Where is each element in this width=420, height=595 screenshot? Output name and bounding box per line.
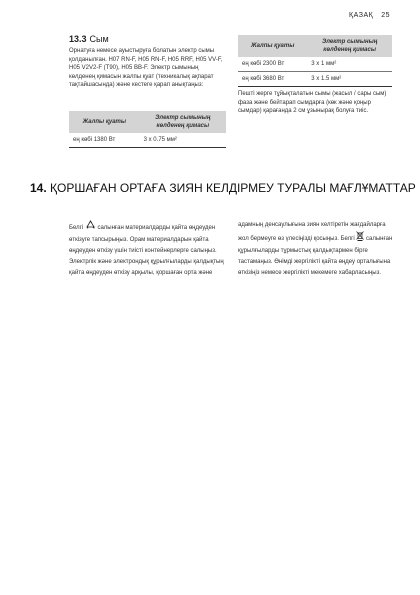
- table-header-power: Жалпы қуаты: [69, 111, 140, 133]
- table-cell: ең көбі 3680 Вт: [238, 72, 307, 87]
- section-paragraph: Орнатуға немесе ауыстыруға болатын электр сымы қолданылған. H07 RN-F, H05 RN-F, H05 RRF, H05 VV-F, H05 V2V2-F (T90), H05 BB-F. Электр сымының көлденең қимасын жалпы қуат (техникалық ақпарат тақтайшасында) және кестеге қарап анықтаңыз:: [69, 48, 223, 89]
- section-14-number: 14.: [30, 181, 47, 195]
- paragraph-text: салынған құрылғыларды тұрмыстық қалдықтармен бірге тастамаңыз. Өнімді жергілікті қайта өңдеу орталығына өткізіңіз немесе жергілікті мекемеге хабарласыңыз.: [238, 236, 393, 276]
- table-header-power: Жалпы қуаты: [238, 35, 307, 57]
- table-row: [69, 133, 226, 148]
- table-cell: 3 x 1.5 мм²: [307, 72, 392, 87]
- table-header-row: [238, 35, 392, 57]
- ground-wire-note: Пешті жерге тұйықталатын сымы (жасыл / сары сым) фаза және бейтарап сымдарға (көк және қоңыр сымдар) қарағанда 2 см ұзынырақ болуға тиіс.: [238, 91, 387, 115]
- table-header-section: Электр сымының көлденең қимасы: [307, 35, 392, 57]
- table-header-row: [69, 111, 226, 133]
- cable-table-left: [69, 111, 226, 148]
- environment-paragraph-right: [238, 220, 394, 279]
- recycle-icon: [85, 220, 96, 235]
- section-14-heading: [30, 181, 416, 195]
- table-cell: ең көбі 2300 Вт: [238, 57, 307, 72]
- section-number: 13.3: [69, 34, 87, 44]
- table-row: [238, 57, 392, 72]
- page-number: 25: [381, 12, 390, 19]
- table-cell: 3 x 0.75 мм²: [140, 133, 226, 148]
- paragraph-text: салынған материалдарды қайта өңдеуден өткізуге тапсырыңыз. Орам материалдарын қайта өңдеуден өткізу үшін тиісті контейнерлерге салыңыз. Электрлік және электрондық құрылғыларды қалдықтың қайта өңдеуден өткізу арқылы, қоршаған орта және: [69, 225, 224, 276]
- environment-paragraph-left: [69, 220, 226, 279]
- page-header: [349, 12, 390, 19]
- cable-table-right: [238, 35, 392, 87]
- header-language: ҚАЗАҚ: [349, 12, 374, 19]
- table-cell: 3 x 1 мм²: [307, 57, 392, 72]
- table-header-section: Электр сымының көлденең қимасы: [140, 111, 226, 133]
- paragraph-text: адамның денсаулығына зиян келтіретін жағдайларға жол бермеуге өз үлесіңізді қосыңыз. Белгі: [238, 222, 386, 243]
- section-14-title: ҚОРШАҒАН ОРТАҒА ЗИЯН КЕЛДІРМЕУ ТУРАЛЫ МАҒЛҰМАТТАР: [50, 181, 416, 195]
- table-cell: ең көбі 1380 Вт: [69, 133, 140, 148]
- crossed-bin-icon: [356, 231, 364, 246]
- paragraph-word: Белгі: [69, 225, 84, 232]
- section-title: [69, 34, 109, 44]
- table-row: [238, 72, 392, 87]
- section-title-text: Сым: [89, 34, 109, 44]
